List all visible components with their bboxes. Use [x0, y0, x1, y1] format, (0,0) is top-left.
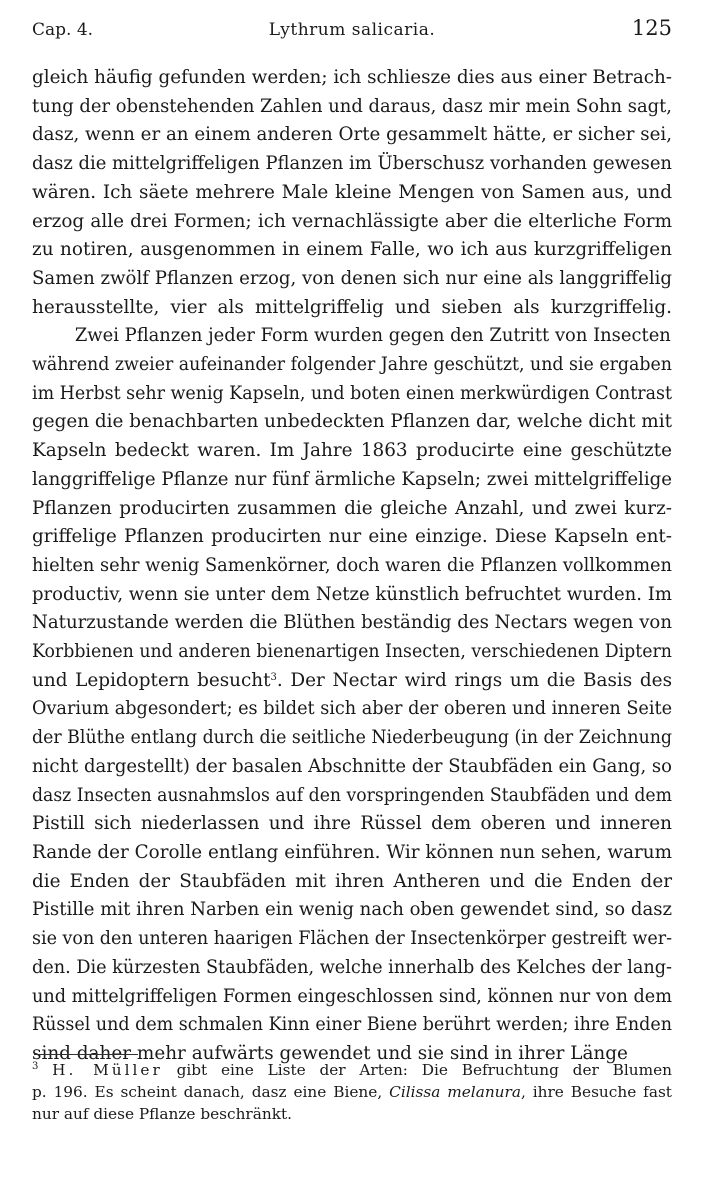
- footnote: [32, 1060, 672, 1125]
- text-line: tung der obenstehenden Zahlen und daraus, dasz mir mein Sohn sagt,: [32, 95, 672, 117]
- text-line: und mittelgriffeligen Formen eingeschlossen sind, können nur von dem: [32, 985, 672, 1007]
- text-line: Pistill sich niederlassen und ihre Rüssel dem oberen und inneren: [32, 813, 672, 835]
- text-line: wären. Ich säete mehrere Male kleine Mengen von Samen aus, und: [32, 181, 673, 203]
- text-line: herausstellte, vier als mittelgriffelig und sieben als kurzgriffelig.: [32, 296, 672, 318]
- text-line: hielten sehr wenig Samenkörner, doch waren die Pflanzen vollkommen: [32, 554, 672, 576]
- text-segment: . Der Nectar wird rings um die Basis des: [276, 669, 673, 691]
- text-line: langgriffelige Pflanze nur fünf ärmliche Kapseln; zwei mittelgriffelige: [32, 468, 673, 490]
- footnote-line: nur auf diese Pflanze beschränkt.: [32, 1104, 292, 1123]
- text-line: productiv, wenn sie unter dem Netze künstlich befruchtet wurden. Im: [32, 583, 672, 605]
- text-line: zu notiren, ausgenommen in einem Falle, wo ich aus kurzgriffeligen: [32, 239, 672, 261]
- text-line: Rüssel und dem schmalen Kinn einer Biene berührt werden; ihre Enden: [32, 1014, 672, 1036]
- text-line: dasz Insecten ausnahmslos auf den vorspringenden Staubfäden und dem: [32, 784, 672, 806]
- text-line-with-footnote-ref: [32, 667, 672, 696]
- text-line: Ovarium abgesondert; es bildet sich aber der oberen und inneren Seite: [32, 698, 673, 720]
- text-line: Naturzustande werden die Blüthen beständig des Nectars wegen von: [32, 612, 673, 634]
- text-line: gleich häufig gefunden werden; ich schliesze dies aus einer Betrach-: [32, 67, 673, 88]
- text-line: den. Die kürzesten Staubfäden, welche innerhalb des Kelches der lang-: [32, 956, 673, 978]
- text-segment: und Lepidoptern besucht: [32, 669, 271, 691]
- text-line: Samen zwölf Pflanzen erzog, von denen sich nur eine als langgriffelig: [32, 267, 673, 289]
- text-line: während zweier aufeinander folgender Jahre geschützt, und sie ergaben: [32, 354, 672, 376]
- text-line: dasz die mittelgriffeligen Pflanzen im Überschusz vorhanden gewesen: [32, 153, 672, 175]
- footnote-marker: 3: [32, 1061, 39, 1072]
- page-number: 125: [631, 16, 672, 40]
- page-header: [32, 14, 672, 44]
- footnote-text: gibt eine Liste der Arten: Die Befruchtung der Blumen: [162, 1061, 672, 1079]
- footnote-line: [32, 1082, 672, 1104]
- text-line: Korbbienen und anderen bienenartigen Insecten, verschiedenen Diptern: [32, 641, 672, 663]
- text-line: dasz, wenn er an einem anderen Orte gesammelt hätte, er sicher sei,: [32, 124, 673, 146]
- text-line: der Blüthe entlang durch die seitliche Niederbeugung (in der Zeichnung: [32, 727, 673, 749]
- text-line: Kapseln bedeckt waren. Im Jahre 1863 producirte eine geschützte: [32, 440, 672, 462]
- text-line: sind daher mehr aufwärts gewendet und sie sind in ihrer Länge: [32, 1042, 628, 1064]
- species-name: Cilissa melanura: [389, 1082, 521, 1101]
- text-line: im Herbst sehr wenig Kapseln, und boten einen merkwürdigen Contrast: [32, 382, 672, 404]
- text-line: sie von den unteren haarigen Flächen der Insectenkörper gestreift wer-: [32, 928, 673, 950]
- running-title: Lythrum salicaria.: [268, 20, 436, 40]
- text-line: die Enden der Staubfäden mit ihren Antheren und die Enden der: [32, 870, 672, 892]
- text-line: Rande der Corolle entlang einführen. Wir können nun sehen, warum: [32, 841, 673, 863]
- text-line: griffelige Pflanzen producirten nur eine einzige. Diese Kapseln ent-: [32, 526, 673, 548]
- chapter-label: Cap. 4.: [32, 20, 94, 40]
- footnote-text: , ihre Besuche fast: [520, 1082, 672, 1101]
- text-line: Pflanzen producirten zusammen die gleiche Anzahl, und zwei kurz-: [32, 497, 672, 519]
- footnote-author: H. Müller: [52, 1061, 163, 1079]
- footnote-line: [32, 1060, 672, 1082]
- footnote-reference[interactable]: 3: [270, 671, 277, 683]
- text-line: gegen die benachbarten unbedeckten Pflanzen dar, welche dicht mit: [32, 411, 672, 433]
- text-line: Pistille mit ihren Narben ein wenig nach oben gewendet sind, so dasz: [32, 899, 673, 921]
- body-text: [32, 64, 672, 1069]
- text-line: nicht dargestellt) der basalen Abschnitte der Staubfäden ein Gang, so: [32, 755, 672, 777]
- paragraph-start-line: Zwei Pflanzen jeder Form wurden gegen den Zutritt von Insecten: [74, 325, 671, 347]
- footnote-divider: [34, 1054, 138, 1055]
- text-line: erzog alle drei Formen; ich vernachlässigte aber die elterliche Form: [32, 210, 673, 232]
- footnote-text: p. 196. Es scheint danach, dasz eine Biene,: [32, 1082, 390, 1101]
